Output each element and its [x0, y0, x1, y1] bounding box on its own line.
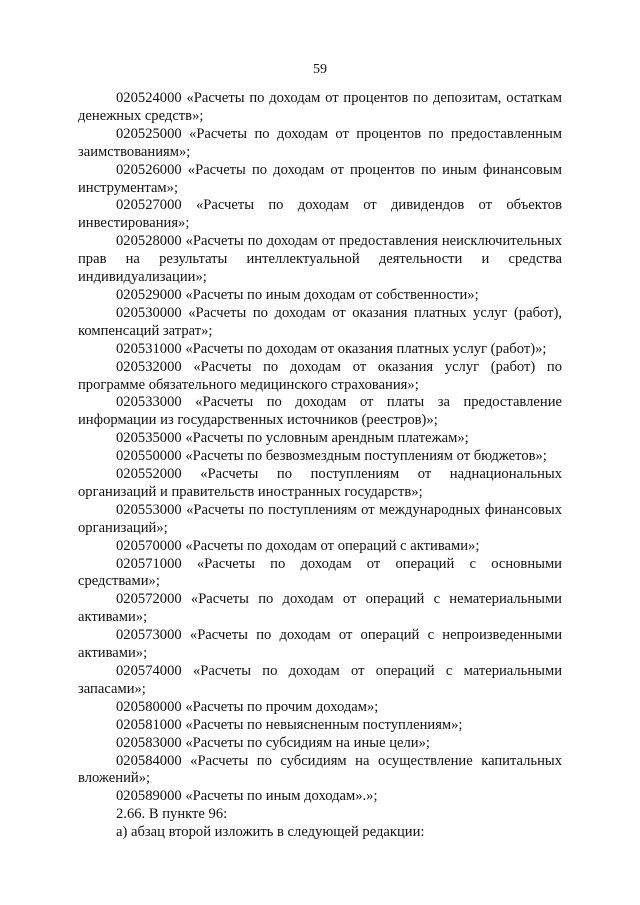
paragraph: 020570000 «Расчеты по доходам от операций с активами»;: [116, 537, 480, 554]
paragraph: 020589000 «Расчеты по иным доходам».»;: [116, 788, 378, 805]
paragraph: 020553000 «Расчеты по поступлениям от международных финансовых организаций»;: [78, 501, 562, 536]
paragraph: 020524000 «Расчеты по доходам от процентов по депозитам, остаткам денежных средств»;: [78, 90, 562, 124]
paragraph: 2.66. В пункте 96:: [116, 806, 228, 823]
paragraph: 020533000 «Расчеты по доходам от платы за предоставление информации из государственных источников (реестров)»;: [78, 394, 562, 429]
page-number: 59: [313, 62, 327, 77]
paragraph: 020583000 «Расчеты по субсидиям на иные цели»;: [116, 734, 430, 751]
paragraph: 020550000 «Расчеты по безвозмездным поступлениям от бюджетов»;: [116, 448, 547, 465]
paragraph: 020572000 «Расчеты по доходам от операций с нематериальными активами»;: [78, 591, 562, 626]
paragraph: 020573000 «Расчеты по доходам от операций с непроизведенными активами»;: [78, 627, 562, 662]
document-body: [78, 90, 562, 842]
paragraph: 020532000 «Расчеты по доходам от оказания услуг (работ) по программе обязательного медицинского страхования»;: [78, 358, 562, 393]
paragraph: 020581000 «Расчеты по невыясненным поступлениям»;: [116, 716, 463, 733]
paragraph: 020526000 «Расчеты по доходам от процентов по иным финансовым инструментам»;: [78, 161, 562, 196]
paragraph: 020580000 «Расчеты по прочим доходам»;: [116, 698, 379, 715]
paragraph: 020535000 «Расчеты по условным арендным платежам»;: [116, 430, 469, 447]
paragraph: 020584000 «Расчеты по субсидиям на осуществление капитальных вложений»;: [78, 752, 562, 787]
paragraph: 020571000 «Расчеты по доходам от операций с основными средствами»;: [78, 555, 562, 590]
paragraph: 020525000 «Расчеты по доходам от процентов по предоставленным заимствованиям»;: [78, 125, 562, 160]
paragraph: 020552000 «Расчеты по поступлениям от наднациональных организаций и правительств иностранных государств»;: [78, 466, 562, 500]
paragraph: 020528000 «Расчеты по доходам от предоставления неисключительных прав на результаты интеллектуальной деятельности и средства индивидуализации»;: [78, 233, 562, 286]
paragraph: а) абзац второй изложить в следующей редакции:: [116, 824, 425, 841]
paragraph: 020527000 «Расчеты по доходам от дивидендов от объектов инвестирования»;: [78, 197, 562, 232]
paragraph: 020531000 «Расчеты по доходам от оказания платных услуг (работ)»;: [116, 340, 547, 357]
paragraph: 020529000 «Расчеты по иным доходам от собственности»;: [116, 286, 479, 303]
paragraph: 020530000 «Расчеты по доходам от оказания платных услуг (работ), компенсаций затрат»;: [78, 304, 562, 339]
paragraph: 020574000 «Расчеты по доходам от операций с материальными запасами»;: [78, 663, 562, 697]
